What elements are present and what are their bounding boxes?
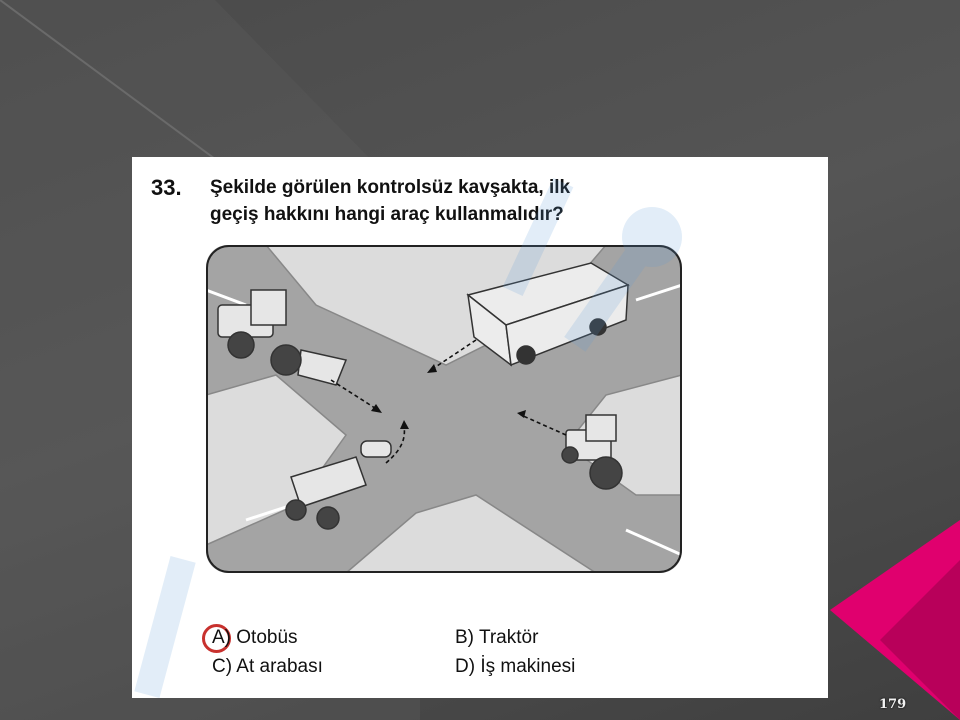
question-number: 33.: [151, 175, 182, 200]
answer-d[interactable]: D) İş makinesi: [455, 656, 576, 677]
question-text-line-2: geçiş hakkını hangi araç kullanmalıdır?: [210, 204, 564, 225]
question-text-line-1: Şekilde görülen kontrolsüz kavşakta, ilk: [210, 177, 571, 198]
question-card: [132, 157, 828, 698]
answer-c[interactable]: C) At arabası: [212, 656, 323, 677]
intersection-illustration: [206, 245, 682, 573]
answer-a[interactable]: A) Otobüs: [212, 627, 298, 648]
answer-b[interactable]: B) Traktör: [455, 627, 539, 648]
page-number: 179: [879, 697, 907, 712]
